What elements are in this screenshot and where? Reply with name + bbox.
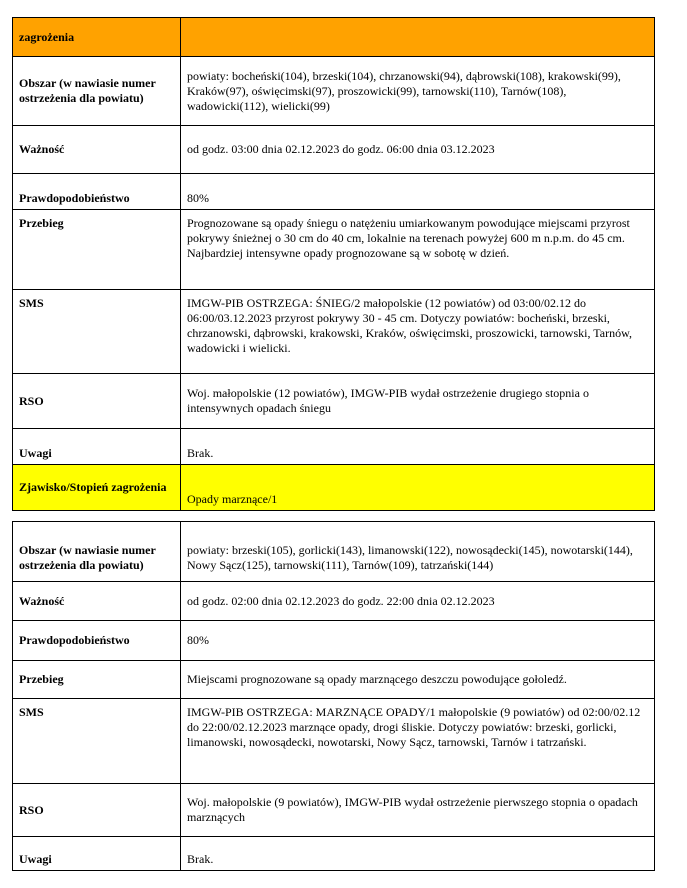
sms-value: IMGW-PIB OSTRZEGA: ŚNIEG/2 małopolskie (12 powiatów) od 03:00/02.12 do 06:00/03.12.2023 przyrost pokrywy 30 - 45 cm. Dotyczy powiatów: bocheński, brzeski, chrzanowski, dąbrowski, krakowski, Kraków, oświęcimski, proszowicki, tarnowski, Tarnów, wadowicki i wielicki. [181,290,655,374]
sms-label: SMS [13,699,181,784]
table-row [13,621,655,661]
freezing-rain-warning-table [12,521,655,871]
notes-label: Uwagi [13,429,181,465]
table-row [13,174,655,210]
table-row [13,429,655,465]
header-value [181,18,655,57]
notes-value: Brak. [181,429,655,465]
course-label: Przebieg [13,661,181,699]
course-text-2: Najbardziej intensywne opady prognozowane są w sobotę w dzień. [187,246,510,260]
course-value: Miejscami prognozowane są opady marznącego deszczu powodujące gołoledź. [181,661,655,699]
sms-value: IMGW-PIB OSTRZEGA: MARZNĄCE OPADY/1 małopolskie (9 powiatów) od 02:00/02.12 do 22:00/02.12.2023 marznące opady, drogi śliskie. Dotyczy powiatów: brzeski, gorlicki, limanowski, nowosądecki, nowotarski, Nowy Sącz, tarnowski, Tarnów i tatrzański. [181,699,655,784]
area-value: powiaty: brzeski(105), gorlicki(143), limanowski(122), nowosądecki(145), nowotarski(144), Nowy Sącz(125), tarnowski(111), Tarnów(109), tatrzański(144) [181,522,655,582]
course-value [181,210,655,290]
rso-value: Woj. małopolskie (9 powiatów), IMGW-PIB wydał ostrzeżenie pierwszego stopnia o opadach marznących [181,784,655,837]
area-label: Obszar (w nawiasie numer ostrzeżenia dla powiatu) [13,57,181,126]
phenomenon-label: Zjawisko/Stopień zagrożenia [13,465,181,511]
table-row [13,57,655,126]
table-row [13,699,655,784]
table-row [13,837,655,871]
area-label: Obszar (w nawiasie numer ostrzeżenia dla powiatu) [13,522,181,582]
validity-value: od godz. 02:00 dnia 02.12.2023 do godz. 22:00 dnia 02.12.2023 [181,582,655,621]
table-row [13,784,655,837]
area-value: powiaty: bocheński(104), brzeski(104), chrzanowski(94), dąbrowski(108), krakowski(99), Kraków(97), oświęcimski(97), proszowicki(99), tarnowski(110), Tarnów(108), wadowicki(112), wielicki(99) [181,57,655,126]
course-label: Przebieg [13,210,181,290]
rso-label: RSO [13,784,181,837]
probability-label: Prawdopodobieństwo [13,174,181,210]
notes-label: Uwagi [13,837,181,871]
validity-label: Ważność [13,126,181,174]
phenomenon-value: Opady marznące/1 [181,465,655,511]
table-row [13,661,655,699]
sms-label: SMS [13,290,181,374]
rso-value: Woj. małopolskie (12 powiatów), IMGW-PIB wydał ostrzeżenie drugiego stopnia o intensywnych opadach śniegu [181,374,655,429]
validity-value: od godz. 03:00 dnia 02.12.2023 do godz. 06:00 dnia 03.12.2023 [181,126,655,174]
probability-label: Prawdopodobieństwo [13,621,181,661]
table-row [13,126,655,174]
notes-value: Brak. [181,837,655,871]
table-row [13,290,655,374]
table-row [13,522,655,582]
probability-value: 80% [181,621,655,661]
snow-warning-table [12,17,655,511]
table-row [13,210,655,290]
phenomenon-row [13,465,655,511]
table-row [13,374,655,429]
probability-value: 80% [181,174,655,210]
table-row [13,582,655,621]
header-label: zagrożenia [13,18,181,57]
rso-label: RSO [13,374,181,429]
warning-header-row [13,18,655,57]
course-text: Prognozowane są opady śniegu o natężeniu umiarkowanym powodujące miejscami przyrost pokrywy śnieżnej o 30 cm do 40 cm, lokalnie na terenach powyżej 600 m n.p.m. do 45 cm. [187,216,630,245]
validity-label: Ważność [13,582,181,621]
